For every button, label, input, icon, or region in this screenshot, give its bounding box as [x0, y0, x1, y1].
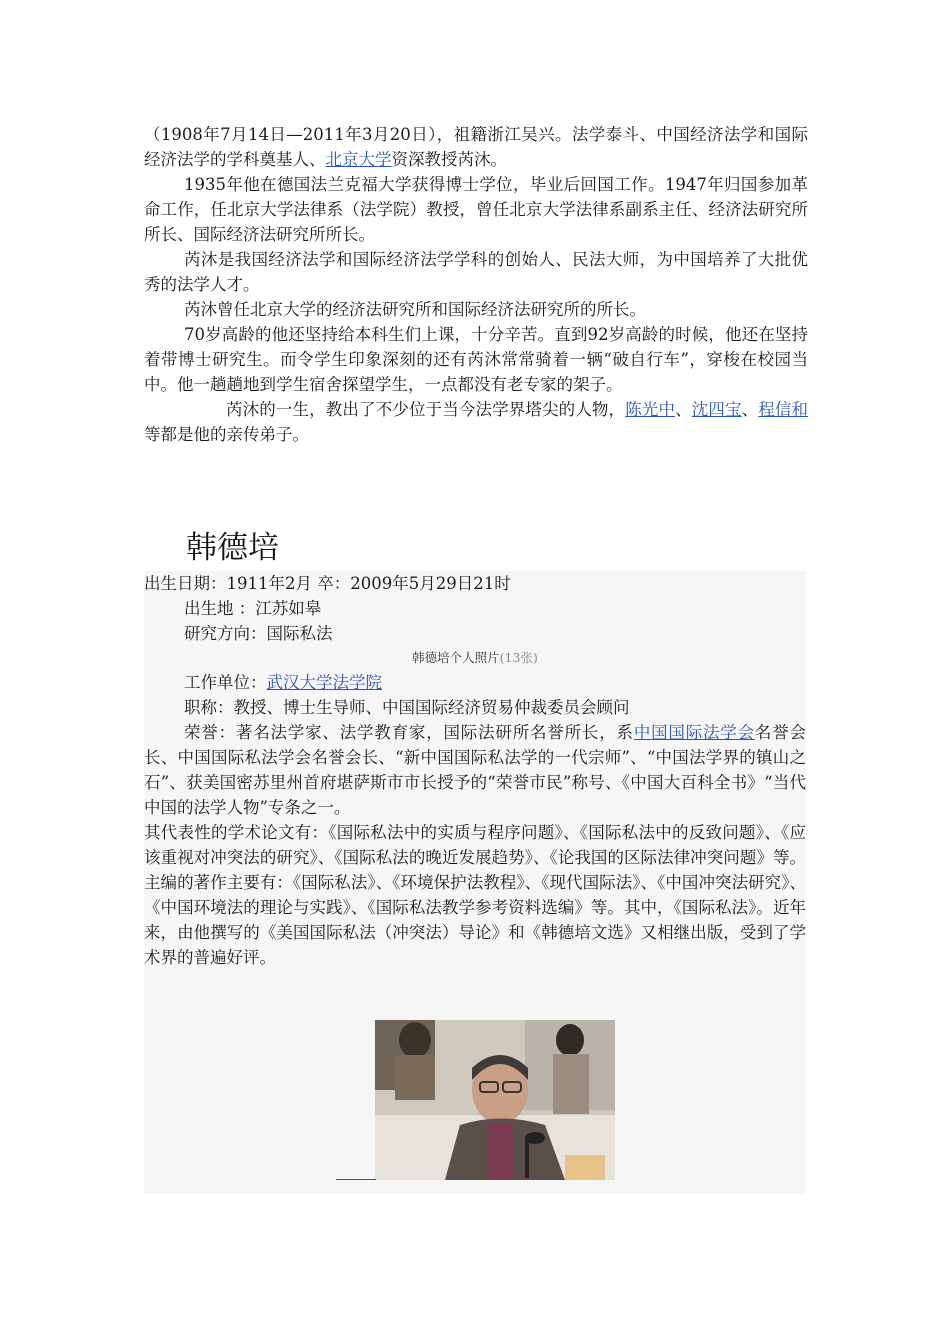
- caption-text: 韩德培个人照片: [412, 650, 500, 665]
- photo-album-caption[interactable]: [144, 646, 806, 670]
- intro-paragraph-1: [144, 122, 808, 172]
- birth-place: 出生地 ：江苏如皋: [184, 599, 322, 618]
- portrait-photo[interactable]: [375, 1020, 615, 1180]
- professional-titles: 职称：教授、博士生导师、中国国际经济贸易仲裁委员会顾问: [184, 698, 630, 717]
- work-label: 工作单位：: [184, 673, 267, 692]
- research-field: 研究方向：国际私法: [184, 624, 333, 643]
- profile-section: [144, 571, 806, 1194]
- intro-text: 资深教授芮沐。: [391, 150, 507, 169]
- intro-text: 等都是他的亲传弟子。: [144, 425, 309, 444]
- honors: [144, 720, 806, 820]
- honor-text: 名誉会长、中国国际私法学会名誉会长、“新中国国际私法学的一代宗师”、“中国法学界的镇山之石”、获美国密苏里州首府堪萨斯市市长授予的“荣誉市民”称号、《中国大百科全书》“当代中国的法学人物”专条之一。: [144, 723, 807, 817]
- link-chinese-society-of-international-law[interactable]: 中国国际法学会: [633, 723, 755, 742]
- intro-paragraph-5: 70岁高龄的他还坚持给本科生们上课，十分辛苦。直到92岁高龄的时候，他还在坚持着带博士研究生。而令学生印象深刻的还有芮沐常常骑着一辆“破自行车”，穿梭在校园当中。他一趟趟地到学生宿舍探望学生，一点都没有老专家的架子。: [144, 325, 808, 394]
- separator: 、: [741, 400, 759, 419]
- intro-text: （1908年7月14日—2011年3月20日），祖籍浙江吴兴。法学泰斗、中国经济法学和国际经济法学的学科奠基人、: [144, 125, 808, 169]
- separator: 、: [675, 400, 692, 419]
- photo-count: (13张): [499, 650, 538, 665]
- intro-text: 芮沐的一生，教出了不少位于当今法学界塔尖的人物，: [226, 400, 626, 419]
- link-wuhan-law-school[interactable]: 武汉大学法学院: [266, 673, 382, 692]
- intro-paragraph-6: [144, 397, 808, 447]
- representative-works: 其代表性的学术论文有：《国际私法中的实质与程序问题》、《国际私法中的反致问题》、《应该重视对冲突法的研究》、《国际私法的晚近发展趋势》、《论我国的区际法律冲突问题》等。主编的著作主要有：《国际私法》、《环境保护法教程》、《现代国际法》、《中国冲突法研究》、《中国环境法的理论与实践》、《国际私法教学参考资料选编》等。其中，《国际私法》。近年来，由他撰写的《美国国际私法（冲突法）导论》和《韩德培文选》又相继出版，受到了学术界的普遍好评。: [144, 823, 806, 967]
- portrait-image: [375, 1020, 615, 1180]
- honor-text: 荣誉：著名法学家、法学教育家，国际法研所名誉所长，系: [184, 723, 634, 742]
- link-chen-guangzhong[interactable]: 陈光中: [625, 400, 676, 419]
- intro-paragraph-3: 芮沐是我国经济法学和国际经济法学学科的创始人、民法大师，为中国培养了大批优秀的法学人才。: [144, 250, 808, 294]
- link-peking-university[interactable]: 北京大学: [325, 150, 392, 169]
- link-cheng-xinhe[interactable]: 程信和: [758, 400, 809, 419]
- intro-section: [144, 122, 808, 447]
- section-title: 韩德培: [186, 530, 279, 566]
- intro-paragraph-4: 芮沐曾任北京大学的经济法研究所和国际经济法研究所的所长。: [184, 300, 646, 319]
- birth-date: 出生日期：1911年2月 卒：2009年5月29日21时: [144, 574, 511, 593]
- empty-link-underline[interactable]: [336, 1179, 376, 1180]
- link-shen-sibao[interactable]: 沈四宝: [691, 400, 742, 419]
- intro-paragraph-2: 1935年他在德国法兰克福大学获得博士学位，毕业后回国工作。1947年归国参加革命工作，任北京大学法律系（法学院）教授，曾任北京大学法律系副系主任、经济法研究所所长、国际经济法研究所所长。: [144, 175, 808, 244]
- work-unit: [144, 670, 806, 695]
